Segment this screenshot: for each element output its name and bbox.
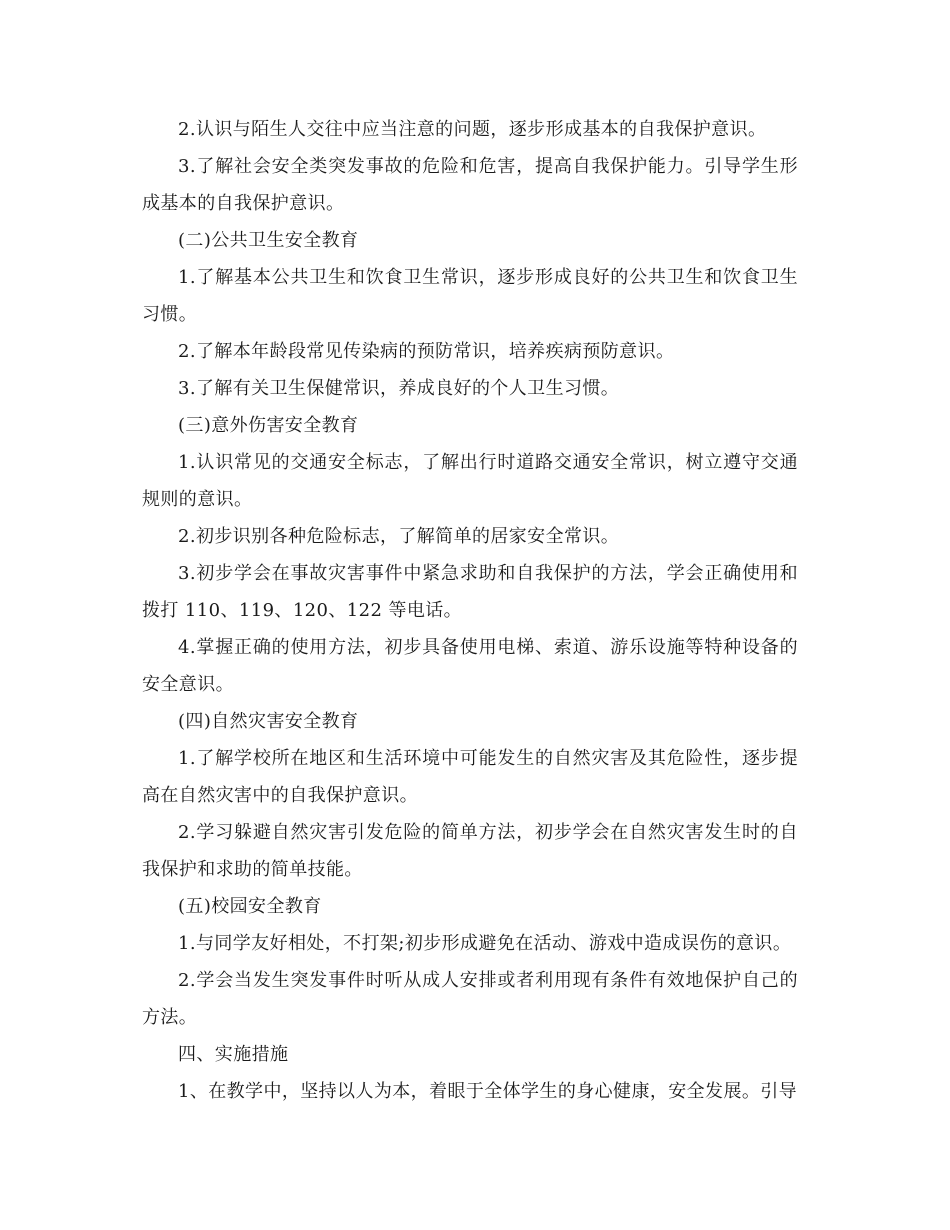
section-heading: (二)公共卫生安全教育 [178, 230, 359, 251]
document-body [142, 111, 798, 1110]
paragraph: 1.与同学友好相处，不打架;初步形成避免在活动、游戏中造成误伤的意识。 [178, 933, 792, 954]
paragraph: 2.学习躲避自然灾害引发危险的简单方法，初步学会在自然灾害发生时的自我保护和求助的简单技能。 [142, 822, 798, 880]
paragraph: 2.学会当发生突发事件时听从成人安排或者利用现有条件有效地保护自己的方法。 [142, 970, 798, 1028]
paragraph: 1、在教学中，坚持以人为本，着眼于全体学生的身心健康，安全发展。引导 [178, 1081, 798, 1102]
paragraph: 1.认识常见的交通安全标志，了解出行时道路交通安全常识，树立遵守交通规则的意识。 [142, 452, 798, 510]
paragraph: 4.掌握正确的使用方法，初步具备使用电梯、索道、游乐设施等特种设备的安全意识。 [142, 637, 798, 695]
paragraph: 2.了解本年龄段常见传染病的预防常识，培养疾病预防意识。 [178, 341, 675, 362]
paragraph: 2.认识与陌生人交往中应当注意的问题，逐步形成基本的自我保护意识。 [178, 119, 767, 140]
paragraph: 3.了解社会安全类突发事故的危险和危害，提高自我保护能力。引导学生形成基本的自我保护意识。 [142, 156, 798, 214]
section-heading: (四)自然灾害安全教育 [178, 711, 359, 732]
paragraph: 1.了解基本公共卫生和饮食卫生常识，逐步形成良好的公共卫生和饮食卫生习惯。 [142, 267, 798, 325]
section-heading: (三)意外伤害安全教育 [178, 415, 359, 436]
section-heading: 四、实施措施 [178, 1044, 289, 1065]
paragraph: 2.初步识别各种危险标志，了解简单的居家安全常识。 [178, 526, 620, 547]
paragraph: 3.了解有关卫生保健常识，养成良好的个人卫生习惯。 [178, 378, 620, 399]
section-heading: (五)校园安全教育 [178, 896, 322, 917]
paragraph: 3.初步学会在事故灾害事件中紧急求助和自我保护的方法，学会正确使用和拨打 110、119、120、122 等电话。 [142, 563, 798, 621]
paragraph: 1.了解学校所在地区和生活环境中可能发生的自然灾害及其危险性，逐步提高在自然灾害中的自我保护意识。 [142, 748, 798, 806]
